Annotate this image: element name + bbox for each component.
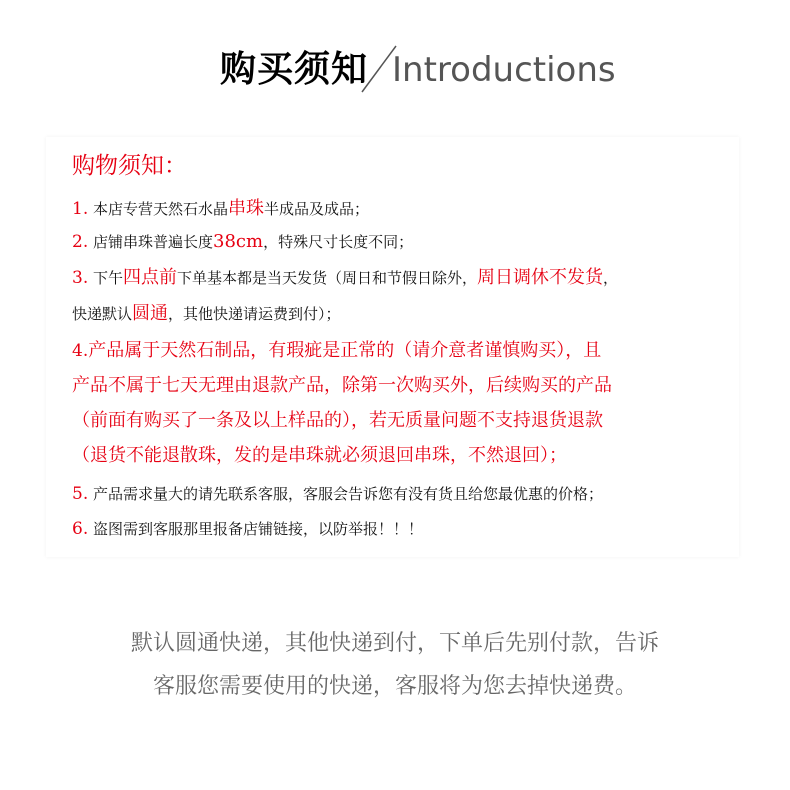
item-text: 盗图需到客服那里报备店铺链接，以防举报！！！	[93, 520, 424, 538]
item-text: 产品需求量大的请先联系客服，客服会告诉您有没有货且给您最优惠的价格；	[93, 485, 604, 503]
notice-item-3-line-1	[72, 264, 618, 292]
notice-item-2	[72, 229, 413, 255]
notice-item-4-line-1	[72, 336, 601, 366]
notice-item-5	[72, 481, 603, 507]
item-text: 产品属于天然石制品，有瑕疵是正常的（请介意者谨慎购买），且	[88, 340, 602, 361]
footer-line-1: 默认圆通快递，其他快递到付，下单后先别付款，告诉	[130, 631, 659, 656]
item-text: ，特殊尺寸长度不同；	[263, 233, 414, 251]
item-number: 6.	[72, 519, 89, 539]
notice-item-4-line-2: 产品不属于七天无理由退款产品，除第一次购买外，后续购买的产品	[72, 375, 612, 396]
notice-item-3-line-2	[72, 300, 341, 328]
item-number: 3.	[72, 268, 89, 288]
item-highlight: 四点前	[123, 267, 178, 288]
item-text: 快递默认	[72, 305, 133, 323]
notice-heading: 购物须知：	[72, 153, 187, 179]
item-number: 4.	[72, 341, 89, 361]
header	[0, 44, 790, 98]
title-english: Introductions	[392, 50, 616, 90]
item-text: 半成品及成品；	[264, 200, 370, 218]
item-number: 5.	[72, 484, 89, 504]
item-highlight: 38cm	[213, 231, 264, 252]
notice-item-4-line-4: （退货不能退散珠，发的是串珠就必须退回串珠，不然退回）；	[72, 445, 567, 466]
item-text: 本店专营天然石水晶	[93, 200, 229, 218]
item-number: 1.	[72, 199, 89, 219]
footer-line-2: 客服您需要使用的快递，客服将为您去掉快递费。	[152, 674, 637, 699]
item-number: 2.	[72, 232, 89, 252]
notice-item-6	[72, 516, 423, 542]
title-chinese: 购买须知	[220, 49, 369, 90]
notice-item-4-line-3: （前面有购买了一条及以上样品的），若无质量问题不支持退货退款	[72, 410, 603, 431]
item-highlight: 圆通	[132, 303, 169, 324]
item-text: 下单基本都是当天发货（周日和节假日除外，	[177, 269, 478, 287]
item-text: ，	[603, 269, 619, 287]
item-text: ，其他快递请运费到付）；	[168, 305, 341, 323]
item-highlight: 周日调休不发货	[477, 267, 604, 288]
item-highlight: 串珠	[228, 198, 265, 219]
notice-item-1	[72, 196, 369, 222]
item-text: 下午	[93, 269, 124, 287]
item-text: 店铺串珠普遍长度	[93, 233, 214, 251]
